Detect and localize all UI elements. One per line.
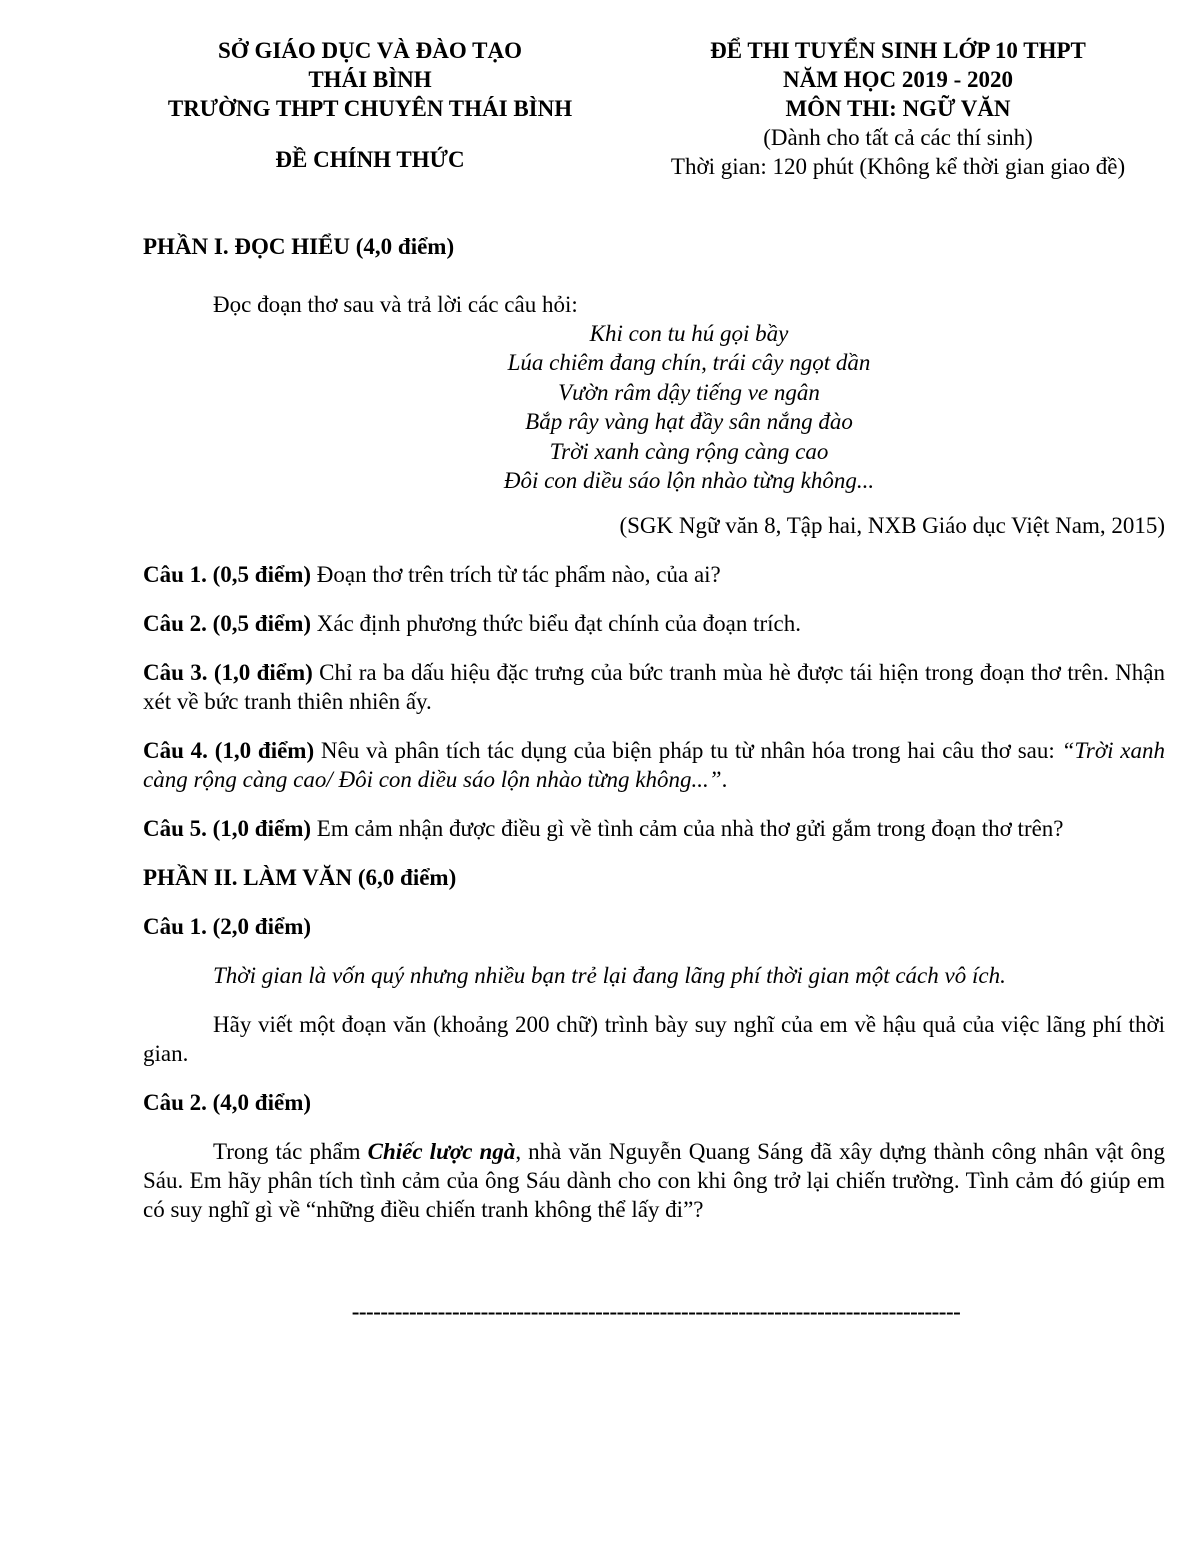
question-text: Xác định phương thức biểu đạt chính của đoạn trích. <box>311 611 801 637</box>
question-1 <box>143 560 1165 589</box>
poem-line: Đôi con diều sáo lộn nhào từng không... <box>503 467 875 493</box>
question-2 <box>143 609 1165 638</box>
exam-title: ĐỂ THI TUYỂN SINH LỚP 10 THPT <box>710 38 1086 63</box>
question-label: Câu 3. (1,0 điểm) <box>143 660 313 686</box>
audience-note: (Dành cho tất cả các thí sinh) <box>763 125 1033 150</box>
work-title: Chiếc lược ngà <box>367 1139 516 1165</box>
question-label: Câu 1. (0,5 điểm) <box>143 562 312 588</box>
subject: MÔN THI: NGỮ VĂN <box>785 96 1011 121</box>
text-before: Trong tác phẩm <box>213 1139 368 1165</box>
school-year: NĂM HỌC 2019 - 2020 <box>783 67 1013 92</box>
exam-content <box>143 232 1165 1224</box>
poem-line: Bắp rây vàng hạt đầy sân nắng đào <box>525 409 853 435</box>
school-name: TRƯỜNG THPT CHUYÊN THÁI BÌNH <box>167 96 573 121</box>
exam-info-block <box>618 36 1178 181</box>
official-label: ĐỀ CHÍNH THỨC <box>275 147 465 172</box>
exam-header <box>0 36 1200 186</box>
question-4 <box>143 736 1165 794</box>
quoted-verse: “Trời xanh càng rộng càng cao/ Đôi con diều sáo lộn nhào từng không...” <box>143 738 1165 793</box>
part1-heading: PHẦN I. ĐỌC HIỂU (4,0 điểm) <box>143 234 455 259</box>
province-name: THÁI BÌNH <box>308 67 432 92</box>
question-text: Chỉ ra ba dấu hiệu đặc trưng của bức tranh mùa hè được tái hiện trong đoạn thơ trên. Nhận xét về bức tranh thiên nhiên ấy. <box>143 660 1165 715</box>
poem-source: (SGK Ngữ văn 8, Tập hai, NXB Giáo dục Việt Nam, 2015) <box>619 513 1165 539</box>
part2-heading: PHẦN II. LÀM VĂN (6,0 điểm) <box>143 865 457 891</box>
question-text: Em cảm nhận được điều gì về tình cảm của nhà thơ gửi gắm trong đoạn thơ trên? <box>311 816 1064 842</box>
poem-line: Khi con tu hú gọi bầy <box>589 321 789 346</box>
poem-excerpt <box>143 319 1165 495</box>
poem-line: Trời xanh càng rộng càng cao <box>549 438 829 464</box>
department-name: SỞ GIÁO DỤC VÀ ĐÀO TẠO <box>218 38 522 63</box>
end-divider: ------------------------------------------------------------------------------------- <box>351 1299 961 1324</box>
text-after: , nhà văn Nguyễn Quang Sáng đã xây dựng thành công nhân vật ông Sáu. Em hãy phân tích tình cảm của ông Sáu dành cho con khi ông trở lại chiến trường. Tình cảm đó giúp em có suy nghĩ gì về “những điều chiến tranh không thể lấy đi”? <box>143 1139 1166 1223</box>
question-label: Câu 4. (1,0 điểm) <box>143 738 315 764</box>
essay-question-1-prompt: Thời gian là vốn quý nhưng nhiều bạn trẻ lại đang lãng phí thời gian một cách vô ích. <box>213 963 1006 989</box>
question-end: . <box>721 767 728 793</box>
issuer-block <box>140 36 600 174</box>
question-5 <box>143 814 1165 843</box>
question-text: Đoạn thơ trên trích từ tác phẩm nào, của ai? <box>311 562 721 588</box>
essay-question-2-text <box>143 1137 1165 1224</box>
time-limit: Thời gian: 120 phút (Không kể thời gian giao đề) <box>670 154 1126 179</box>
question-3 <box>143 658 1165 716</box>
poem-line: Lúa chiêm đang chín, trái cây ngọt dần <box>507 350 871 376</box>
poem-line: Vườn râm dậy tiếng ve ngân <box>558 379 820 405</box>
question-text: Nêu và phân tích tác dụng của biện pháp tu từ nhân hóa trong hai câu thơ sau: <box>314 738 1062 764</box>
essay-question-1-task: Hãy viết một đoạn văn (khoảng 200 chữ) trình bày suy nghĩ của em về hậu quả của việc lãng phí thời gian. <box>143 1012 1165 1067</box>
reading-instruction: Đọc đoạn thơ sau và trả lời các câu hỏi: <box>213 292 578 317</box>
question-label: Câu 5. (1,0 điểm) <box>143 816 312 842</box>
essay-question-1-label: Câu 1. (2,0 điểm) <box>143 914 312 940</box>
question-label: Câu 2. (0,5 điểm) <box>143 611 312 637</box>
essay-question-2-label: Câu 2. (4,0 điểm) <box>143 1090 312 1116</box>
